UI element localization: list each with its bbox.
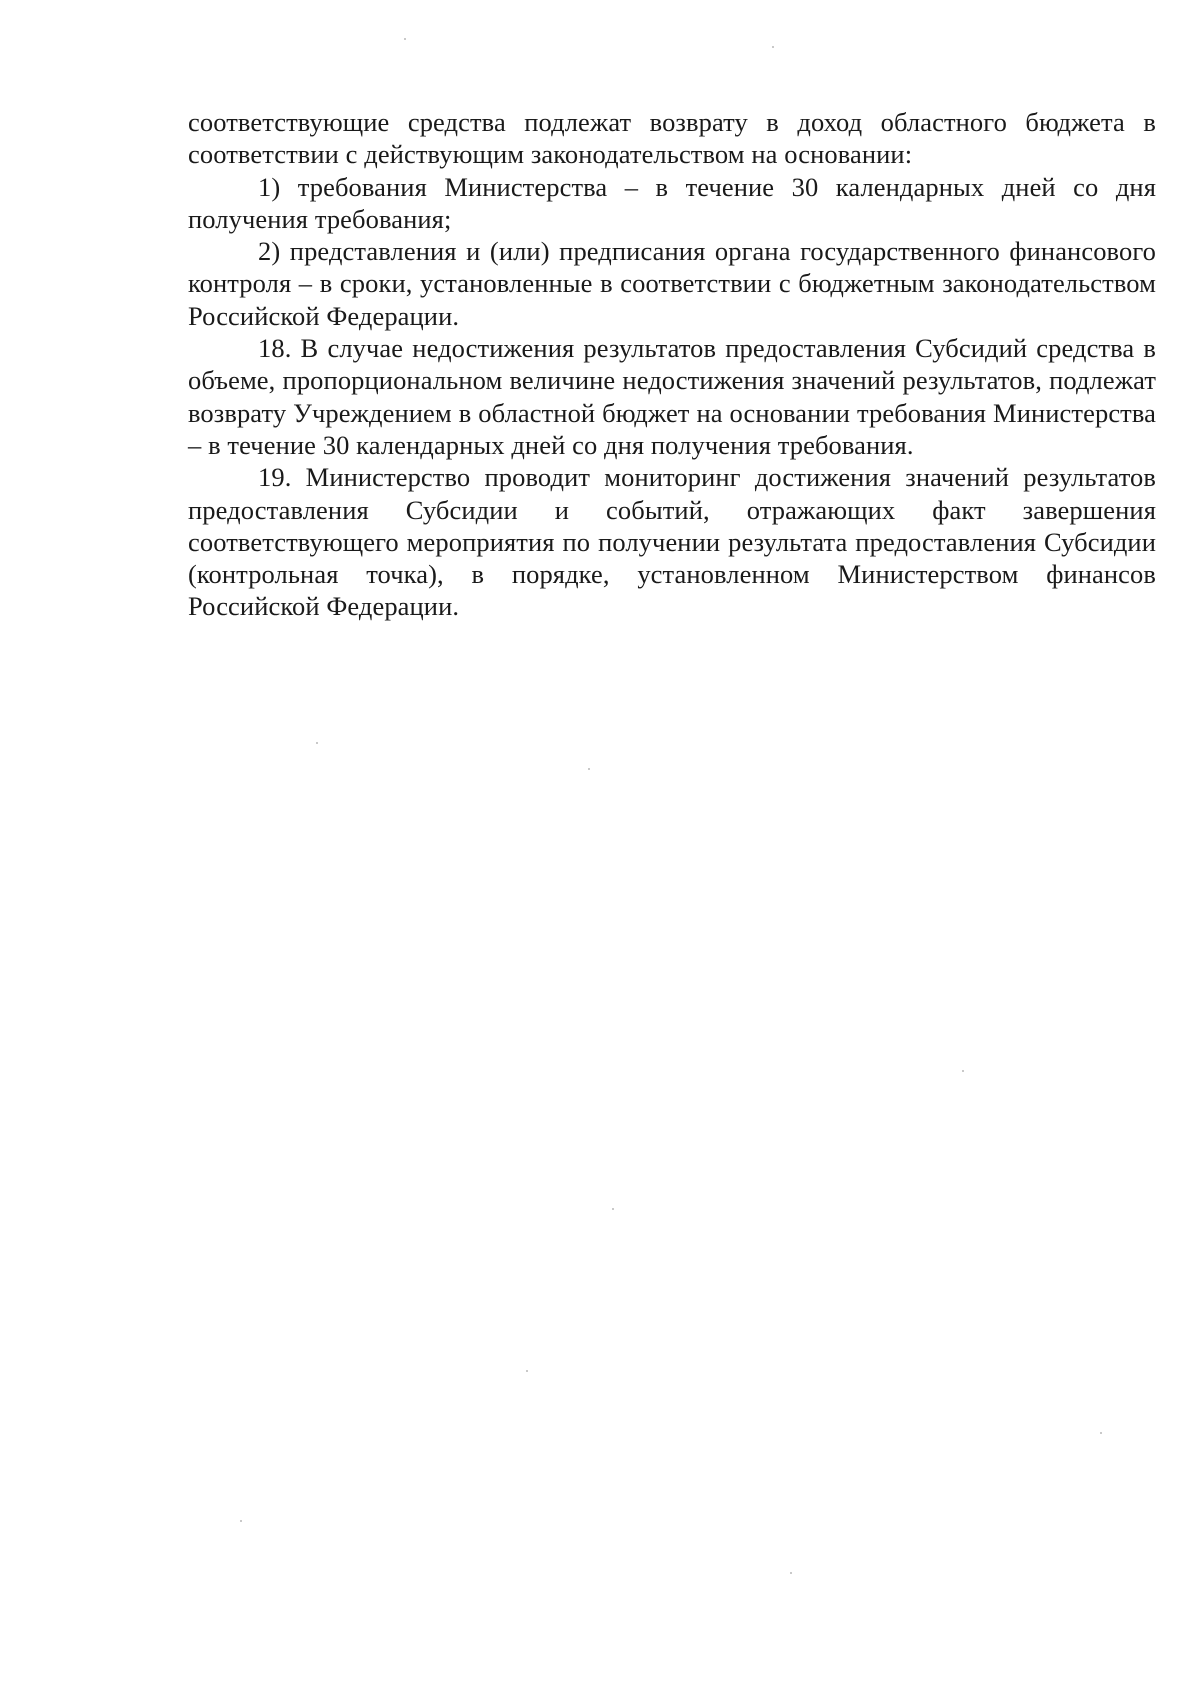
paragraph-clause-18: 18. В случае недостижения результатов предоставления Субсидий средства в объеме, пропорциональном величине недостижения значений результатов, подлежат возврату Учреждением в областной бюджет на основании требования Министерства – в течение 30 календарных дней со дня получения требования. [188,333,1156,460]
scan-speck [316,742,318,744]
scan-speck [404,38,406,40]
paragraph-item-1: 1) требования Министерства – в течение 30 календарных дней со дня получения требования; [188,171,1156,234]
paragraph-item-2: 2) представления и (или) предписания органа государственного финансового контроля – в сроки, установленные в соответствии с бюджетным законодательством Российской Федерации. [188,236,1156,331]
paragraph-clause-19: 19. Министерство проводит мониторинг достижения значений результатов предоставления Субсидии и событий, отражающих факт завершения соответствующего мероприятия по получении результата предоставления Субсидии (контрольная точка), в порядке, установленном Министерством финансов Российской Федерации. [188,462,1156,622]
paragraph-continuation: соответствующие средства подлежат возврату в доход областного бюджета в соответствии с действующим законодательством на основании: [188,107,1156,170]
scan-speck [772,46,774,48]
document-body [188,106,1156,623]
scan-speck [962,1070,964,1072]
scan-speck [240,1520,242,1522]
scan-speck [588,768,590,770]
scan-speck [1100,1432,1102,1434]
scan-speck [790,1572,792,1574]
scan-speck [526,1370,528,1372]
scan-speck [612,1208,614,1210]
